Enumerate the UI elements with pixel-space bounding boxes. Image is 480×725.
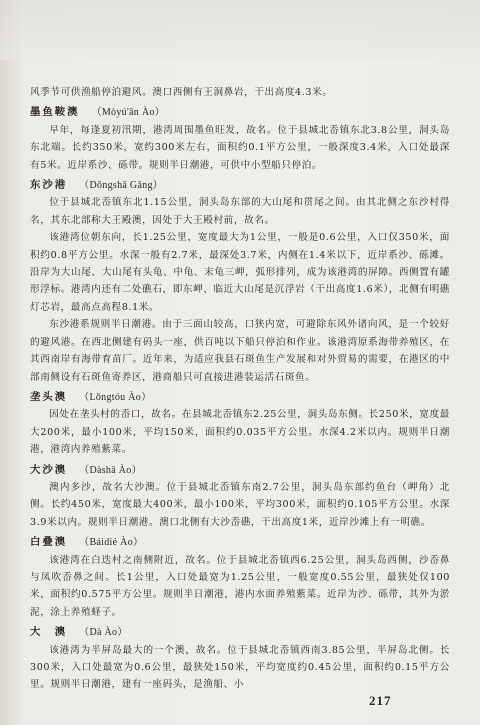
entry-pinyin: （Dàshā Ào）	[79, 464, 142, 476]
entry-title: 大 澳	[30, 626, 68, 639]
entry-pinyin: （Báidié Ào）	[79, 537, 144, 549]
entry-title: 白叠澳	[30, 536, 68, 549]
intro-paragraph: 风季节可供渔船停泊避风。澳口西侧有王洞鼻岩，干出高度4.3米。	[30, 87, 333, 98]
entry-pinyin: （Mòyú'ān Ào）	[91, 107, 166, 119]
entry-title: 墨鱼鞍澳	[30, 106, 80, 119]
page-number: 217	[369, 693, 392, 708]
entry-pinyin: （Dōngshā Gǎng）	[79, 180, 164, 192]
entry-pinyin: （Lǒngtóu Ào）	[79, 391, 152, 403]
entry-heading	[30, 177, 450, 194]
entry-title: 大沙澳	[30, 463, 68, 476]
entry-paragraph: 东沙港系规则半日潮港。由于三面山较高，口狭内宽，可避除东风外诸向风，是一个较好的避风港。在西北侧建有码头一座，供百吨以下船只停泊和作业。该港湾原系海带养殖区，在其西南岸有海带育苗厂。近年来，为适应我县石斑鱼生产发展和对外贸易的需要，在港区的中部南侧设有石斑鱼寄养区，港商船只可直接进港装运活石斑鱼。	[30, 319, 450, 383]
page-content	[30, 84, 450, 694]
entry-paragraph: 因处在垄头村的岙口，故名。在县城北岙镇东2.25公里，洞头岛东侧。长250米，宽度最大200米，最小100米，平均150米，面积约0.035平方公里。水深4.2米以内。规则半日潮港，港湾内养殖紫菜。	[30, 409, 450, 456]
entry-paragraph: 该港湾为半屏岛最大的一个澳，故名。位于县城北岙镇西南3.85公里，半屏岛北侧。长300米，入口处最宽为0.6公里，最狭处150米，平均宽度约0.45公里，面积约0.15平方公里。规则半日潮港，建有一座码头，是渔船、小	[30, 644, 450, 691]
entry-paragraph: 澳内多沙，故名大沙澳。位于县城北岙镇东南2.7公里，洞头岛东部约鱼台（岬角）北侧。长约450米，宽度最大400米，最小100米，平均300米，面积约0.105平方公里。水深3.9米以内。规则半日潮港。澳口北侧有大沙岙礁，干出高度1米，近岸沙滩上有一明礁。	[30, 481, 450, 528]
entry-heading	[30, 624, 450, 641]
entry-heading	[30, 104, 450, 121]
entry-paragraph: 该港湾在白迭村之南侧附近，故名。位于县城北岙镇西6.25公里，洞头岛西侧，沙岙鼻与凤吹岙鼻之间。长1公里，入口处最宽为1.25公里，一般宽度0.55公里，最狭处仅100米，面积约0.575平方公里。规则半日潮港，港内水面养殖紫菜。近岸为沙、砾带，其外为淤泥，涂上养殖蛏子。	[30, 554, 450, 618]
entry-pinyin: （Dà Ào）	[79, 627, 128, 639]
entry-heading	[30, 534, 450, 551]
entry-paragraph: 位于县城北岙镇东北1.15公里，洞头岛东部的大山尾和贯尾之间。由其北侧之东沙村得名，其东北部称大王殿澳，因处于大王殿村前，故名。	[30, 197, 450, 226]
entry-heading	[30, 462, 450, 479]
bleed-through-area	[0, 0, 480, 60]
entry-title: 东沙港	[30, 179, 68, 192]
entry-title: 垄头澳	[30, 390, 68, 403]
entry-heading	[30, 389, 450, 406]
entry-paragraph: 早年，每逢夏初汛期，港湾周围墨鱼旺发，故名。位于县城北岙镇东北3.8公里，洞头岛东北端。长约350米，宽约300米左右，面积约0.1平方公里，一般深度3.4米，入口处最深有5米。近岸系沙、砾带。规则半日潮港，可供中小型船只停泊。	[30, 124, 450, 171]
entry-paragraph: 该港湾位朝东向，长1.25公里，宽度最大为1公里，一般是0.6公里，入口仅350米，面积约0.8平方公里。水深一般有2.7米，最深处3.7米，内侧在1.4米以下，近岸系沙、砾滩。沿岸为大山尾、大山尾有头龟、中龟、末龟三岬，弧形排列，成为该港湾的屏障。西侧置有罐形浮标。港湾内还有二处礁石，即东岬、临近大山尾是沉浮岩（干出高度1.6米），北侧有明礁灯芯岩，最高点高程8.1米。	[30, 232, 451, 313]
